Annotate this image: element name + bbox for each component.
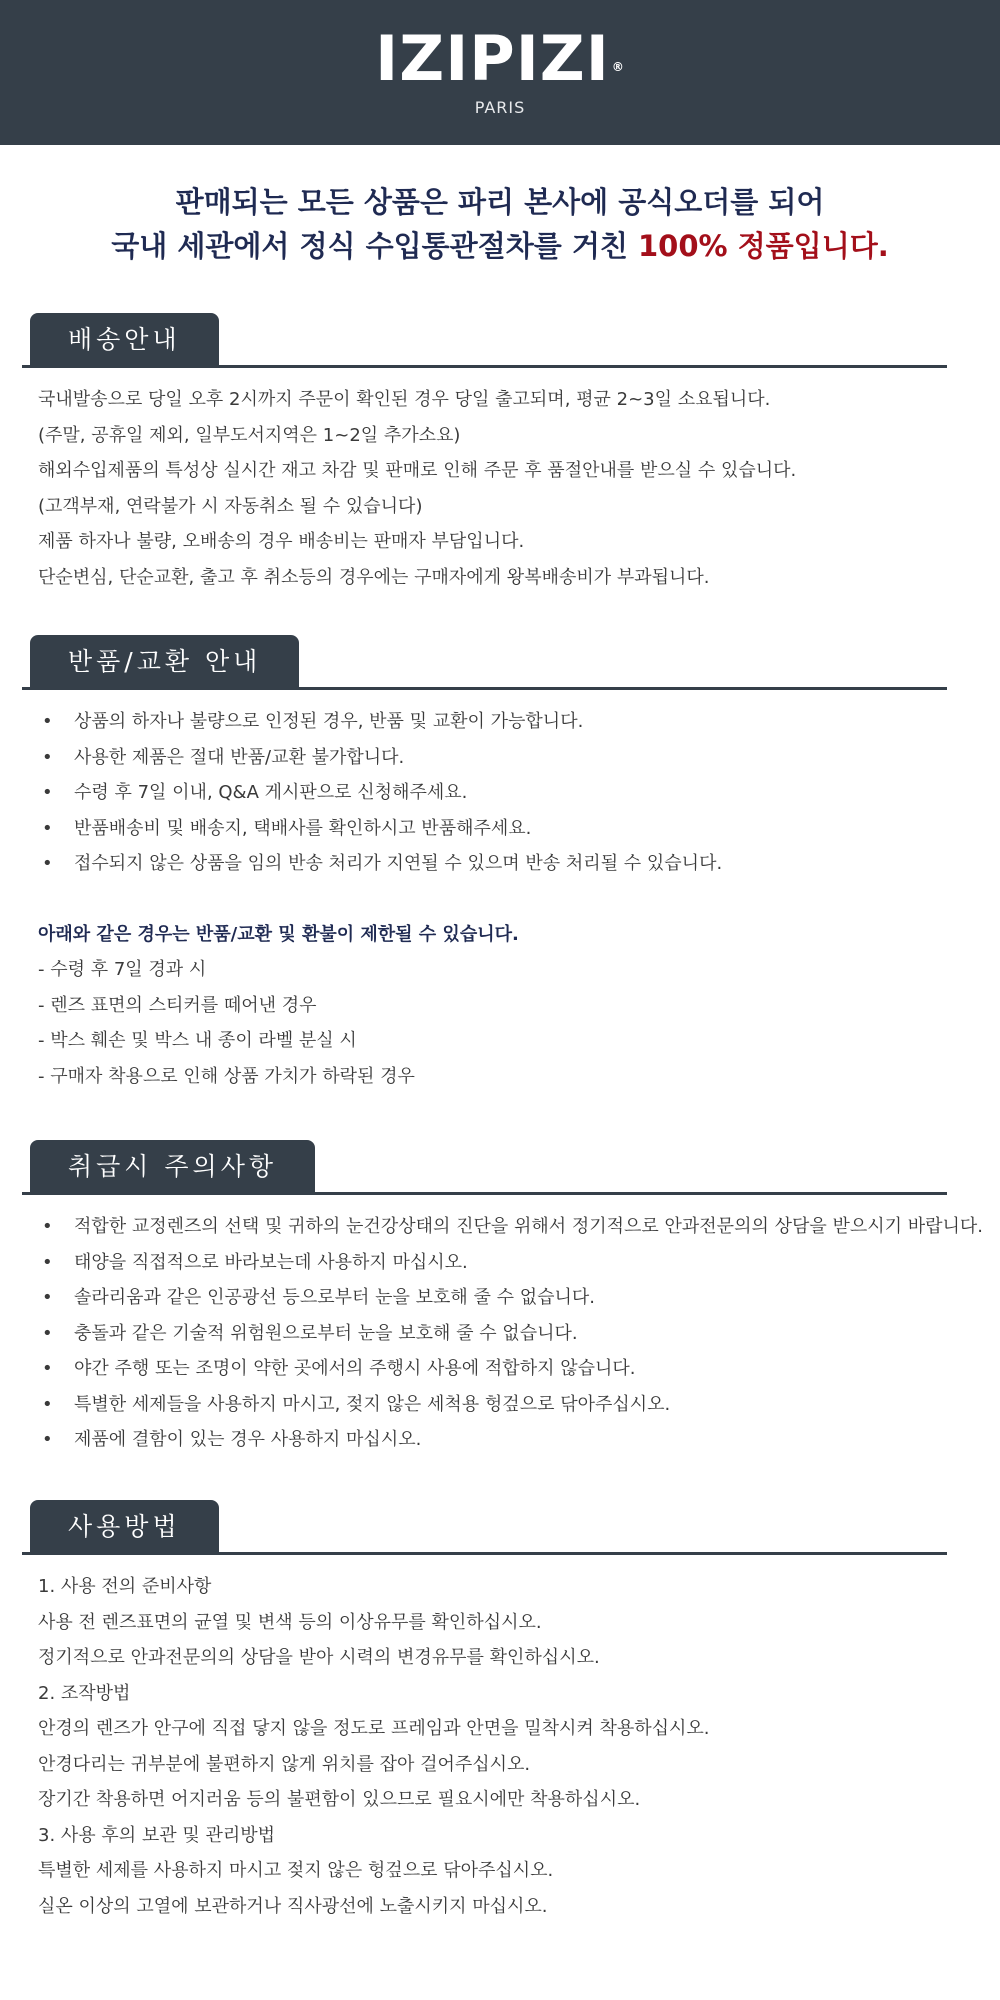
notice-line-1: 판매되는 모든 상품은 파리 본사에 공식오더를 되어 [175,185,825,219]
registered-mark: ® [611,60,625,74]
list-item: • 접수되지 않은 상품을 임의 반송 처리가 지연될 수 있으며 반송 처리될 수 있습니다. [38,846,947,882]
logo-subtitle: PARIS [474,98,526,117]
returns-section [22,635,947,1094]
list-item: • 특별한 세제들을 사용하지 마시고, 젖지 않은 세척용 헝겊으로 닦아주십시오. [38,1387,947,1423]
section-title-returns: 반품/교환 안내 [30,635,299,687]
returns-body [22,704,947,1094]
logo-text: IZIPIZI [375,22,610,95]
returns-limit-item: - 구매자 착용으로 인해 상품 가치가 하락된 경우 [38,1065,415,1087]
shipping-line: (고객부재, 연락불가 시 자동취소 될 수 있습니다) [38,495,423,517]
list-item: • 제품에 결함이 있는 경우 사용하지 마십시오. [38,1422,947,1458]
caution-section [22,1140,984,1458]
notice-line-2-text: 국내 세관에서 정식 수입통관절차를 거친 [111,229,638,263]
usage-line: 3. 사용 후의 보관 및 관리방법 [38,1824,276,1846]
usage-line: 정기적으로 안과전문의의 상담을 받아 시력의 변경유무를 확인하십시오. [38,1647,600,1668]
usage-line: 1. 사용 전의 준비사항 [38,1576,212,1597]
authenticity-notice [0,180,1000,268]
returns-list [38,704,947,882]
shipping-line: (주말, 공휴일 제외, 일부도서지역은 1~2일 추가소요) [38,424,461,446]
izipizi-logo [0,24,1000,94]
section-divider [22,365,947,368]
list-item: • 야간 주행 또는 조명이 약한 곳에서의 주행시 사용에 적합하지 않습니다. [38,1351,947,1387]
section-title-caution: 취급시 주의사항 [30,1140,315,1192]
section-divider [22,1552,947,1555]
list-item: • 수령 후 7일 이내, Q&A 게시판으로 신청해주세요. [38,775,947,811]
usage-line: 2. 조작방법 [38,1682,131,1704]
shipping-line: 국내발송으로 당일 오후 2시까지 주문이 확인된 경우 당일 출고되며, 평균 2~3일 소요됩니다. [38,389,771,410]
spacer [38,882,947,917]
usage-line: 실온 이상의 고열에 보관하거나 직사광선에 노출시키지 마십시오. [38,1895,548,1917]
usage-body [22,1569,947,1924]
shipping-section [22,313,947,595]
section-divider [22,1192,947,1195]
notice-line-2 [0,224,1000,268]
returns-limit-heading: 아래와 같은 경우는 반품/교환 및 환불이 제한될 수 있습니다. [38,923,519,945]
list-item: • 반품배송비 및 배송지, 택배사를 확인하시고 반품해주세요. [38,811,947,847]
list-item: • 상품의 하자나 불량으로 인정된 경우, 반품 및 교환이 가능합니다. [38,704,947,740]
section-divider [22,687,947,690]
list-item: • 충돌과 같은 기술적 위험원으로부터 눈을 보호해 줄 수 없습니다. [38,1316,947,1352]
shipping-line: 단순변심, 단순교환, 출고 후 취소등의 경우에는 구매자에게 왕복배송비가 부과됩니다. [38,566,710,588]
section-title-shipping: 배송안내 [30,313,219,365]
usage-line: 특별한 세제를 사용하지 마시고 젖지 않은 헝겊으로 닦아주십시오. [38,1860,554,1881]
shipping-line: 해외수입제품의 특성상 실시간 재고 차감 및 판매로 인해 주문 후 품절안내를 받으실 수 있습니다. [38,460,797,481]
returns-limit-item: - 박스 훼손 및 박스 내 종이 라벨 분실 시 [38,1030,357,1051]
shipping-line: 제품 하자나 불량, 오배송의 경우 배송비는 판매자 부담입니다. [38,531,525,552]
brand-header [0,0,1000,145]
notice-highlight: 100% 정품입니다. [637,229,889,263]
usage-line: 장기간 착용하면 어지러움 등의 불편함이 있으므로 필요시에만 착용하십시오. [38,1789,641,1810]
usage-line: 안경다리는 귀부분에 불편하지 않게 위치를 잡아 걸어주십시오. [38,1753,531,1775]
caution-list [38,1209,984,1458]
list-item: • 솔라리움과 같은 인공광선 등으로부터 눈을 보호해 줄 수 없습니다. [38,1280,947,1316]
returns-limit-item: - 수령 후 7일 경과 시 [38,959,207,980]
list-item: • 사용한 제품은 절대 반품/교환 불가합니다. [38,740,947,776]
usage-line: 안경의 렌즈가 안구에 직접 닿지 않을 정도로 프레임과 안면을 밀착시켜 착용하십시오. [38,1718,710,1739]
caution-body [22,1209,984,1458]
returns-limit-item: - 렌즈 표면의 스티커를 떼어낸 경우 [38,994,317,1016]
usage-line: 사용 전 렌즈표면의 균열 및 변색 등의 이상유무를 확인하십시오. [38,1611,542,1633]
shipping-body [22,382,947,595]
usage-section [22,1500,947,1924]
section-title-usage: 사용방법 [30,1500,219,1552]
list-item: • 태양을 직접적으로 바라보는데 사용하지 마십시오. [38,1245,947,1281]
list-item: • 적합한 교정렌즈의 선택 및 귀하의 눈건강상태의 진단을 위해서 정기적으로 안과전문의의 상담을 받으시기 바랍니다. [38,1209,947,1245]
